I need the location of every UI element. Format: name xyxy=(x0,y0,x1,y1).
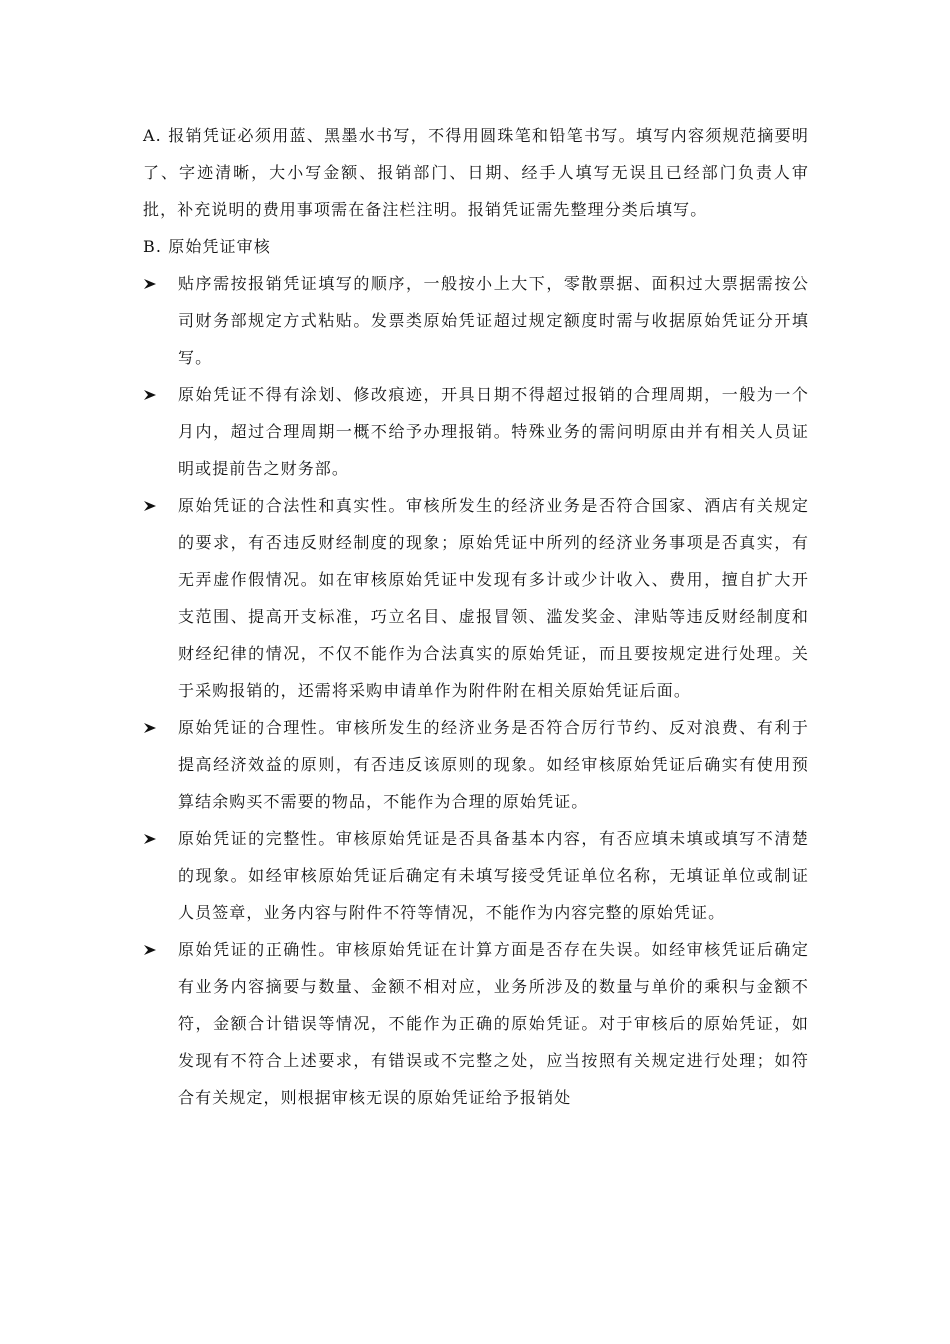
list-item xyxy=(143,820,809,931)
arrow-bullet-icon xyxy=(143,931,159,968)
paragraph-a: A. 报销凭证必须用蓝、黑墨水书写，不得用圆珠笔和铅笔书写。填写内容须规范摘要明了、字迹清晰，大小写金额、报销部门、日期、经手人填写无误且已经部门负责人审批，补充说明的费用事项需在备注栏注明。报销凭证需先整理分类后填写。 xyxy=(143,126,809,219)
list-item xyxy=(143,376,809,487)
arrow-bullet-icon xyxy=(143,709,159,746)
arrow-bullet-icon xyxy=(143,820,159,857)
list-item xyxy=(143,931,809,1116)
arrow-bullet-icon xyxy=(143,265,159,302)
list-item-text: 原始凭证不得有涂划、修改痕迹，开具日期不得超过报销的合理周期，一般为一个月内，超过合理周期一概不给予办理报销。特殊业务的需问明原由并有相关人员证明或提前告之财务部。 xyxy=(178,385,809,478)
bullet-list xyxy=(143,265,809,1116)
list-item xyxy=(143,487,809,709)
list-item-text: 原始凭证的合理性。审核所发生的经济业务是否符合厉行节约、反对浪费、有利于提高经济效益的原则，有否违反该原则的现象。如经审核原始凭证后确实有使用预算结余购买不需要的物品，不能作为合理的原始凭证。 xyxy=(178,718,809,811)
list-item-text: 原始凭证的合法性和真实性。审核所发生的经济业务是否符合国家、酒店有关规定的要求，有否违反财经制度的现象；原始凭证中所列的经济业务事项是否真实，有无弄虚作假情况。如在审核原始凭证中发现有多计或少计收入、费用，擅自扩大开支范围、提高开支标准，巧立名目、虚报冒领、滥发奖金、津贴等违反财经制度和财经纪律的情况，不仅不能作为合法真实的原始凭证，而且要按规定进行处理。关于采购报销的，还需将采购申请单作为附件附在相关原始凭证后面。 xyxy=(178,496,809,700)
document-page xyxy=(143,117,809,1116)
arrow-bullet-icon xyxy=(143,487,159,524)
list-item xyxy=(143,709,809,820)
list-item-text: 原始凭证的正确性。审核原始凭证在计算方面是否存在失误。如经审核凭证后确定有业务内容摘要与数量、金额不相对应，业务所涉及的数量与单价的乘积与金额不符，金额合计错误等情况，不能作为正确的原始凭证。对于审核后的原始凭证，如发现有不符合上述要求，有错误或不完整之处，应当按照有关规定进行处理；如符合有关规定，则根据审核无误的原始凭证给予报销处 xyxy=(178,940,809,1107)
section-heading-b: B. 原始凭证审核 xyxy=(143,237,271,256)
list-item xyxy=(143,265,809,376)
list-item-text: 原始凭证的完整性。审核原始凭证是否具备基本内容，有否应填未填或填写不清楚的现象。如经审核原始凭证后确定有未填写接受凭证单位名称，无填证单位或制证人员签章，业务内容与附件不符等情况，不能作为内容完整的原始凭证。 xyxy=(178,829,809,922)
list-item-text: 贴序需按报销凭证填写的顺序，一般按小上大下，零散票据、面积过大票据需按公司财务部规定方式粘贴。发票类原始凭证超过规定额度时需与收据原始凭证分开填写。 xyxy=(178,274,809,367)
arrow-bullet-icon xyxy=(143,376,159,413)
